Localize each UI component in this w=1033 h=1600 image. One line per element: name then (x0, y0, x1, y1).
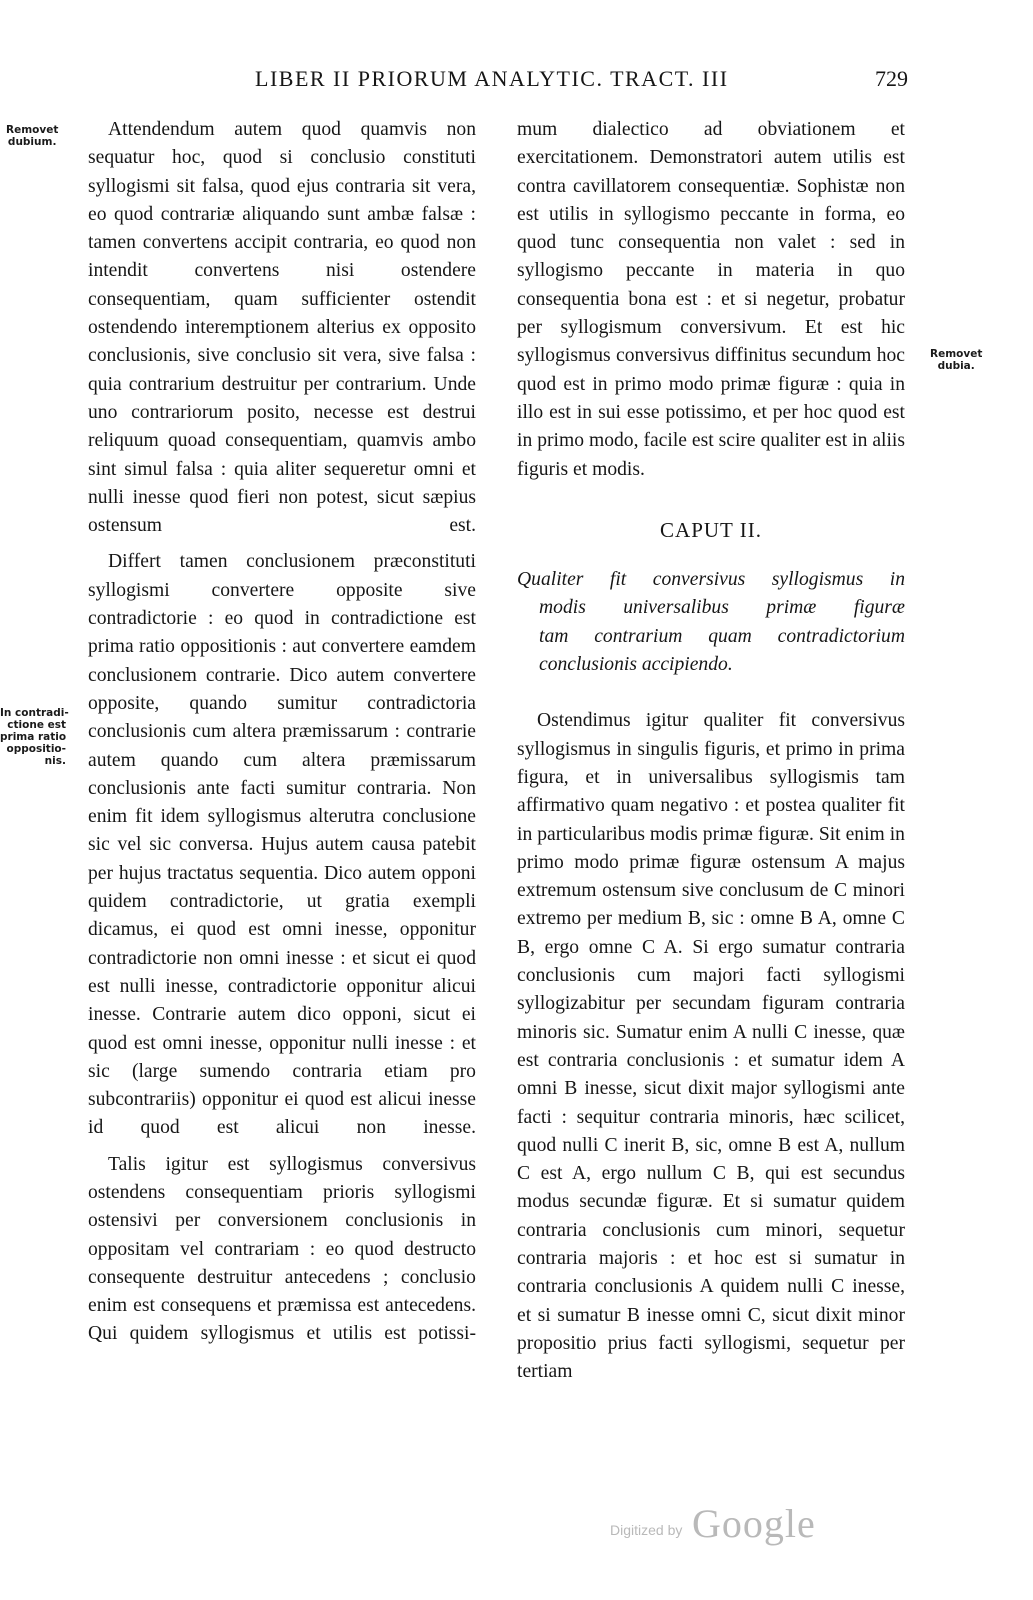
margin-note-removet-dubium: Removet dubium. (6, 124, 59, 148)
chapter-heading: CAPUT II. (660, 517, 762, 542)
running-head: LIBER II PRIORUM ANALYTIC. TRACT. III (255, 66, 729, 91)
margin-note-removet-dubia: Removet dubia. (930, 348, 983, 372)
left-paragraph-1: Attendendum autem quod quamvis non sequatur hoc, quod si conclusio constituti syllogismi sit falsa, quod ejus contraria sit vera, eo quod contrariæ aliquando sunt ambæ falsæ : tamen convertens accipit contraria, eo quod non intendit convertens nisi ostendere consequentiam, quam sufficienter ostendit ostendendo interemptionem alterius ex opposito conclusionis, sive conclusio sit vera, sive falsa : quia contrarium destruitur per contrarium. Unde uno contrariorum posito, necesse est destrui reliquum quoad consequentiam, quamvis ambo sint simul falsa : quia aliter sequeretur omni et nulli inesse quod fieri non potest, sicut sæpius ostensum est. (88, 119, 477, 537)
right-paragraph-2: Ostendimus igitur qualiter fit conversivus syllogismus in singulis figuris, et primo in prima figura, et in universalibus syllogismis tam affirmativo quam negativo : et postea qualiter fit in particularibus modis primæ figuræ. Sit enim in primo modo primæ figuræ ostensum A majus extremum ostensum sive conclusum de C minori extremo per medium B, sic : omne B A, omne C B, ergo omne C A. Si ergo sumatur contraria conclusionis cum majori facti syllogismi syllogizabitur per secundam figuram contraria minoris sic. Sumatur enim A nulli C inesse, quæ est contraria conclusionis : et sumatur idem A omni B inesse, sicut dixit major syllogismi ante facti : sequitur contraria minoris, hæc scilicet, quod nulli C inerit B, sic, omne B est A, nullum C est A, ergo nullum C B, qui est secundus modus secundæ figuræ. Et si sumatur quidem contraria conclusionis cum minori, sequetur contraria majoris : et hoc est si sumatur in contraria conclusionis A quidem nulli C inesse, et si sumatur B inesse omni C, sicut dixit minor propositio prius facti syllogismi, sequetur per tertiam (517, 710, 905, 1383)
right-column (517, 116, 905, 1386)
left-paragraph-3: Talis igitur est syllogismus conversivus ostendens consequentiam prioris syllogismi ostensivi per conversionem conclusionis in oppositam vel contrariam : eo quod destructo consequente destruitur antecedens ; conclusio enim est consequens et præmissa est antecedens. Qui quidem syllogismus et utilis est potissi- (88, 1153, 476, 1345)
left-paragraph-2: Differt tamen conclusionem præconstituti syllogismi convertere opposite sive contradictorie : eo quod in contradictione est prima ratio oppositionis : aut convertere eamdem conclusionem contrarie. Dico autem convertere opposite, quando sumitur contradictoria conclusionis cum altera præmissarum : contrarie autem quando cum altera præmissarum conclusionis ante facti sumitur contraria. Non enim fit idem syllogismus alterutra conclusione sic vel sic conversa. Hujus autem causa patebit per hujus tractatus sequentia. Dico autem opponi quidem contradictorie, ut gratia exempli dicamus, ei quod est omni inesse, opponitur contradictorie non omni inesse : et sicut ei quod est nulli inesse, contradictorie opponitur alicui inesse. Contrarie autem dico opponi, sicut ei quod est omni inesse, opponitur nulli inesse : et sic (large sumendo contraria etiam pro subcontrariis) opponitur ei quod est alicui inesse id quod est alicui non inesse. (88, 551, 477, 1139)
right-paragraph-1: mum dialectico ad obviationem et exercitationem. Demonstratori autem utilis est contra cavillatorem consequentiæ. Sophistæ non est utilis in syllogismo peccante in forma, eo quod tunc consequentia non valet : sed in syllogismo peccante in materia in quo consequentia bona est : et si negetur, probatur per syllogismum conversivum. Et est hic syllogismus conversivus diffinitus secundum hoc quod est in primo modo primæ figuræ : quia in illo est in sui esse potissimo, et per hoc quod est in primo modo, facile est scire qualiter est in aliis figuris et modis. (517, 119, 906, 480)
page-number: 729 (875, 66, 908, 91)
margin-note-in-contradictione: In contradi- ctione est prima ratio oppositio- nis. (0, 707, 69, 767)
watermark-prefix: Digitized by (610, 1522, 683, 1538)
digitized-by-google-watermark (610, 1500, 840, 1550)
google-logo: Google (692, 1501, 816, 1546)
left-column (88, 116, 476, 1349)
chapter-summary: Qualiter fit conversivus syllogismus in modis universalibus primæ figuræ tam contrarium quam contradictorium conclusionis accipiendo. (517, 569, 905, 676)
